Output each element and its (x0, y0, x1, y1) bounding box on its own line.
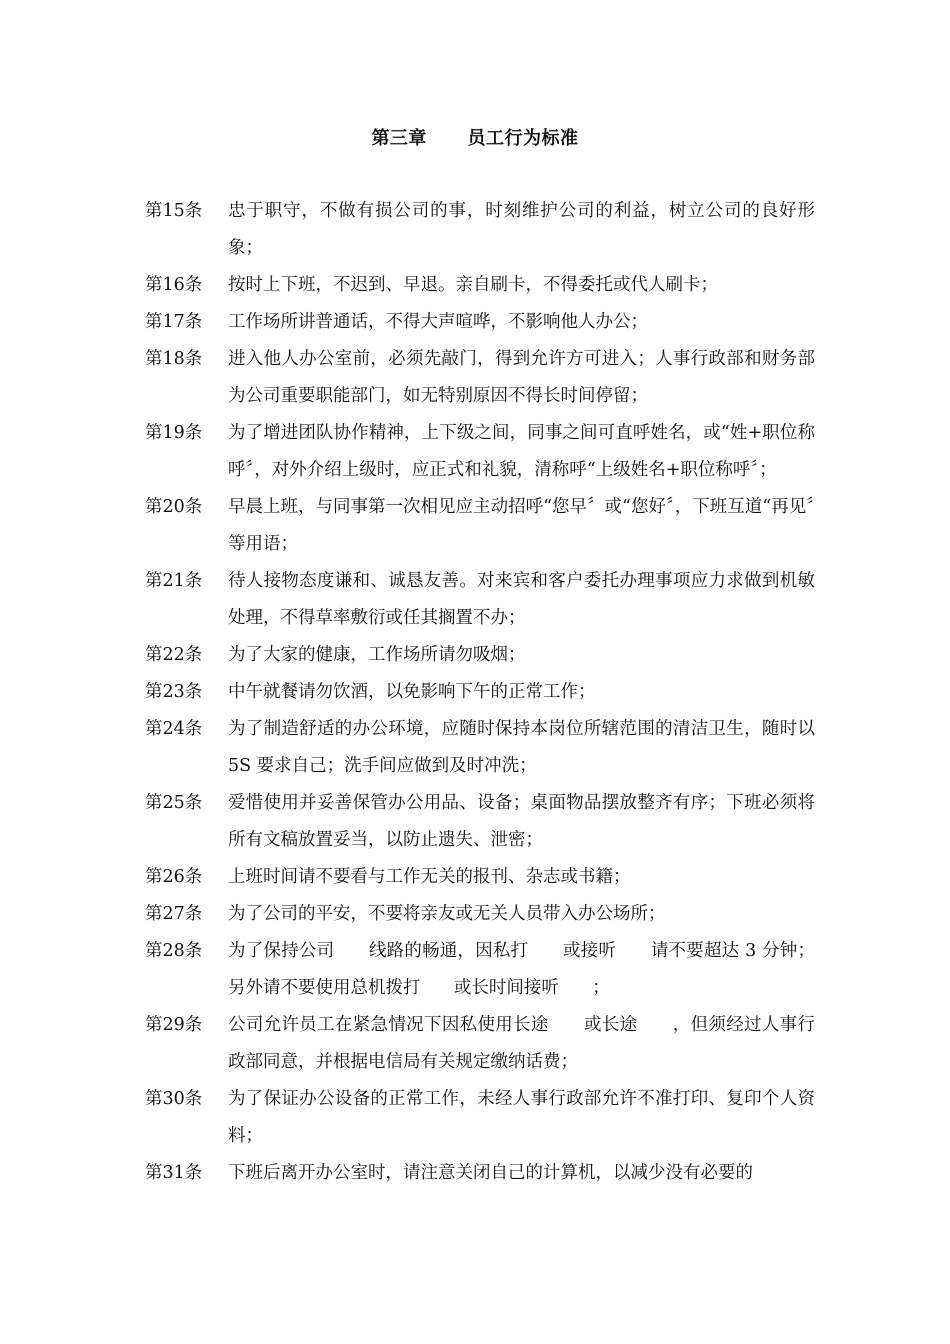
article-30 (145, 1081, 815, 1155)
article-number: 第25条 (145, 793, 203, 813)
article-26 (145, 859, 815, 896)
article-text: 工作场所讲普通话，不得大声喧哗，不影响他人办公； (228, 312, 648, 332)
article-number: 第20条 (145, 497, 203, 517)
article-18 (145, 341, 815, 415)
article-text: 忠于职守，不做有损公司的事，时刻维护公司的利益，树立公司的良好形象； (228, 201, 815, 258)
article-text: 为了增进团队协作精神，上下级之间，同事之间可直呼姓名，或“姓+职位称呼〞，对外介绍上级时，应正式和礼貌，清称呼“上级姓名+职位称呼〞； (228, 423, 815, 480)
article-text: 为了保持公司 线路的畅通，因私打 或接听 请不要超达 3 分钟；另外请不要使用总机拨打 或长时间接听 ； (228, 941, 815, 998)
article-31 (145, 1155, 815, 1192)
article-15 (145, 193, 815, 267)
article-number: 第27条 (145, 904, 203, 924)
article-text: 进入他人办公室前，必须先敲门，得到允许方可进入；人事行政部和财务部为公司重要职能部门，如无特别原因不得长时间停留； (228, 349, 815, 406)
article-text: 为了公司的平安，不要将亲友或无关人员带入办公场所； (228, 904, 666, 924)
article-number: 第29条 (145, 1015, 203, 1035)
article-text: 为了大家的健康，工作场所请勿吸烟； (228, 645, 526, 665)
article-24 (145, 711, 821, 785)
article-number: 第24条 (145, 719, 203, 739)
article-text: 为了保证办公设备的正常工作，未经人事行政部允许不准打印、复印个人资料； (228, 1089, 815, 1146)
article-28 (145, 933, 815, 1007)
article-text: 早晨上班，与同事第一次相见应主动招呼“您早〞或“您好〞，下班互道“再见〞等用语； (228, 497, 815, 554)
article-number: 第16条 (145, 275, 203, 295)
article-text: 待人接物态度谦和、诚恳友善。对来宾和客户委托办理事项应力求做到机敏处理，不得草率敷衍或任其搁置不办； (228, 571, 815, 628)
article-number: 第21条 (145, 571, 203, 591)
article-number: 第22条 (145, 645, 203, 665)
article-list (145, 193, 821, 1192)
article-text: 中午就餐请勿饮酒，以免影响下午的正常工作； (228, 682, 596, 702)
article-19 (145, 415, 815, 489)
article-text: 公司允许员工在紧急情况下因私使用长途 或长途 ，但须经过人事行政部同意，并根据电信局有关规定缴纳话费； (228, 1015, 815, 1072)
article-16 (145, 267, 815, 304)
article-number: 第18条 (145, 349, 203, 369)
article-17 (145, 304, 815, 341)
article-27 (145, 896, 815, 933)
article-text: 按时上下班，不迟到、早退。亲自刷卡，不得委托或代人刷卡； (228, 275, 718, 295)
article-number: 第30条 (145, 1089, 203, 1109)
article-number: 第23条 (145, 682, 203, 702)
article-number: 第28条 (145, 941, 203, 961)
article-text: 爱惜使用并妥善保管办公用品、设备；桌面物品摆放整齐有序；下班必须将所有文稿放置妥当，以防止遗失、泄密； (228, 793, 815, 850)
article-number: 第17条 (145, 312, 203, 332)
article-number: 第26条 (145, 867, 203, 887)
article-25 (145, 785, 815, 859)
article-20 (145, 489, 815, 563)
chapter-title: 第三章 员工行为标准 (371, 128, 579, 149)
article-text: 为了制造舒适的办公环境，应随时保持本岗位所辖范围的清洁卫生，随时以 5S 要求自己；洗手间应做到及时冲洗； (228, 719, 821, 776)
article-number: 第19条 (145, 423, 203, 443)
article-number: 第31条 (145, 1163, 203, 1183)
article-29 (145, 1007, 815, 1081)
article-21 (145, 563, 815, 637)
article-22 (145, 637, 815, 674)
article-text: 下班后离开办公室时，请注意关闭自己的计算机，以减少没有必要的 (228, 1163, 753, 1183)
article-23 (145, 674, 815, 711)
article-number: 第15条 (145, 201, 203, 221)
article-text: 上班时间请不要看与工作无关的报刊、杂志或书籍； (228, 867, 631, 887)
